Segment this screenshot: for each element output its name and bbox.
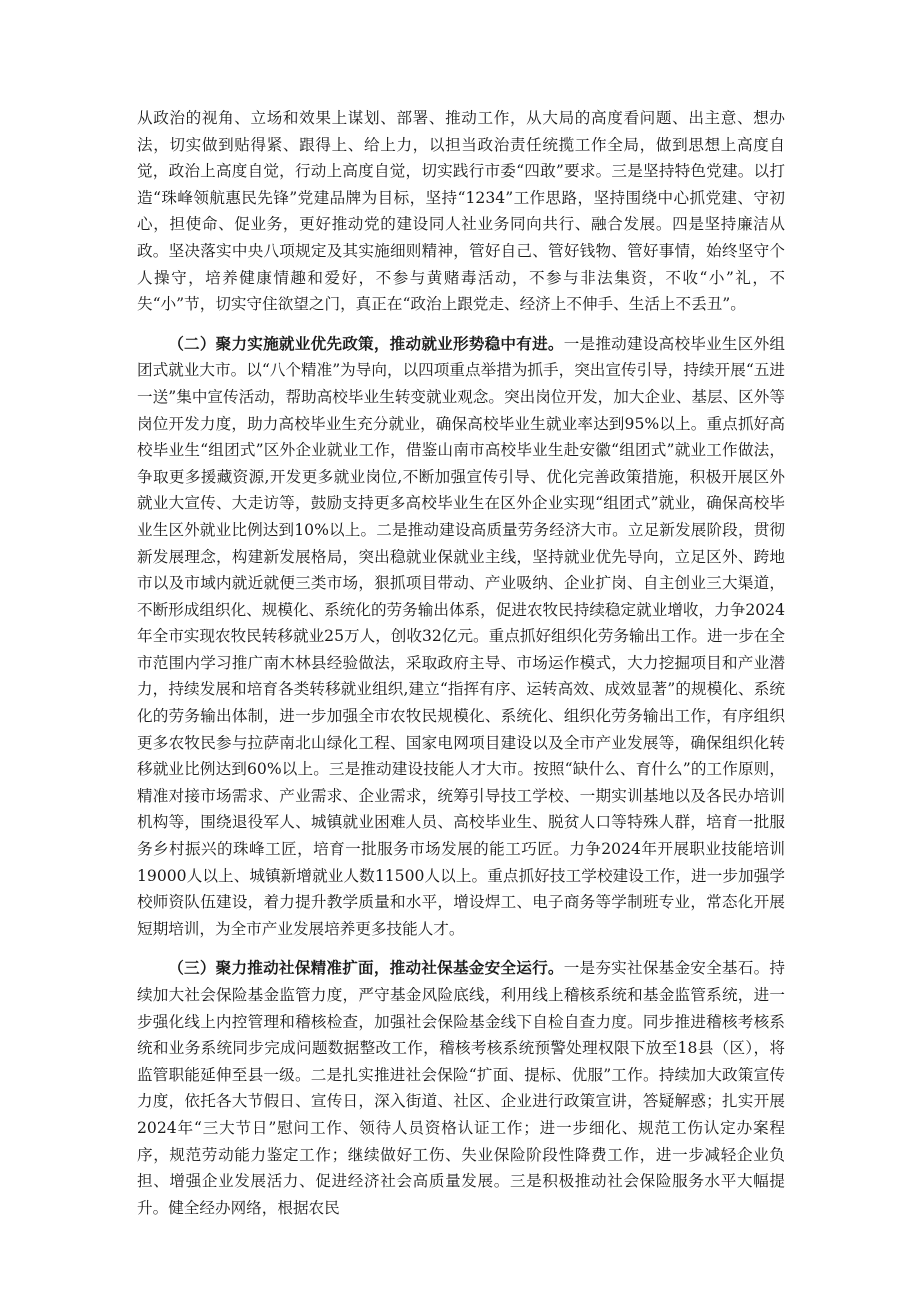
paragraph-social-security bbox=[137, 955, 785, 1221]
paragraph-party-building bbox=[137, 105, 785, 318]
paragraph-employment bbox=[137, 331, 785, 943]
paragraph-body: 从政治的视角、立场和效果上谋划、部署、推动工作，从大局的高度看问题、出主意、想办法，切实做到贴得紧、跟得上、给上力，以担当政治责任统揽工作全局，做到思想上高度自觉，政治上高度自觉，行动上高度自觉，切实践行市委“四敢”要求。三是坚持特色党建。以打造“珠峰领航惠民先锋”党建品牌为目标，坚持“1234”工作思路，坚持围绕中心抓党建、守初心，担使命、促业务，更好推动党的建设同人社业务同向共行、融合发展。四是坚持廉洁从政。坚决落实中央八项规定及其实施细则精神，管好自己、管好钱物、管好事情，始终坚守个人操守，培养健康情趣和爱好，不参与黄赌毒活动，不参与非法集资，不收“小”礼，不失“小”节，切实守住欲望之门，真正在“政治上跟党走、经济上不伸手、生活上不丢丑”。 bbox=[137, 109, 785, 314]
paragraph-body: 一是夯实社保基金安全基石。持续加大社会保险基金监管力度，严守基金风险底线，利用线上稽核系统和基金监管系统，进一步强化线上内控管理和稽核检查，加强社会保险基金线下自检自查力度。同步推进稽核考核系统和业务系统同步完成问题数据整改工作，稽核考核系统预警处理权限下放至18县（区），将监管职能延伸至县一级。二是扎实推进社会保险“扩面、提标、优服”工作。持续加大政策宣传力度，依托各大节假日、宣传日，深入街道、社区、企业进行政策宣讲，答疑解惑；扎实开展2024年“三大节日”慰问工作、领待人员资格认证工作；进一步细化、规范工伤认定办案程序，规范劳动能力鉴定工作；继续做好工伤、失业保险阶段性降费工作，进一步减轻企业负担、增强企业发展活力、促进经济社会高质量发展。三是积极推动社会保险服务水平大幅提升。健全经办网络，根据农民 bbox=[137, 959, 785, 1217]
section-heading-social-security: （三）聚力推动社保精准扩面，推动社保基金安全运行。 bbox=[168, 958, 564, 978]
section-heading-employment: （二）聚力实施就业优先政策，推动就业形势稳中有进。 bbox=[168, 333, 564, 353]
paragraph-body: 一是推动建设高校毕业生区外组团式就业大市。以“八个精准”为导向，以四项重点举措为抓手，突出宣传引导，持续开展“五进一送”集中宣传活动，帮助高校毕业生转变就业观念。突出岗位开发，加大企业、基层、区外等岗位开发力度，助力高校毕业生充分就业，确保高校毕业生就业率达到95%以上。重点抓好高校毕业生“组团式”区外企业就业工作，借鉴山南市高校毕业生赴安徽“组团式”就业工作做法，争取更多援藏资源,开发更多就业岗位,不断加强宣传引导、优化完善政策措施，积极开展区外就业大宣传、大走访等，鼓励支持更多高校毕业生在区外企业实现“组团式”就业，确保高校毕业生区外就业比例达到10%以上。二是推动建设高质量劳务经济大市。立足新发展阶段，贯彻新发展理念，构建新发展格局，突出稳就业保就业主线，坚持就业优先导向，立足区外、跨地市以及市域内就近就便三类市场，狠抓项目带动、产业吸纳、企业扩岗、自主创业三大渠道，不断形成组织化、规模化、系统化的劳务输出体系，促进农牧民持续稳定就业增收，力争2024年全市实现农牧民转移就业25万人，创收32亿元。重点抓好组织化劳务输出工作。进一步在全市范围内学习推广南木林县经验做法，采取政府主导、市场运作模式，大力挖掘项目和产业潜力，持续发展和培育各类转移就业组织,建立“指挥有序、运转高效、成效显著”的规模化、系统化的劳务输出体制，进一步加强全市农牧民规模化、系统化、组织化劳务输出工作，有序组织更多农牧民参与拉萨南北山绿化工程、国家电网项目建设以及全市产业发展等，确保组织化转移就业比例达到60%以上。三是推动建设技能人才大市。按照“缺什么、育什么”的工作原则，精准对接市场需求、产业需求、企业需求，统筹引导技工学校、一期实训基地以及各民办培训机构等，围绕退役军人、城镇就业困难人员、高校毕业生、脱贫人口等特殊人群，培育一批服务乡村振兴的珠峰工匠，培育一批服务市场发展的能工巧匠。力争2024年开展职业技能培训19000人以上、城镇新增就业人数11500人以上。重点抓好技工学校建设工作，进一步加强学校师资队伍建设，着力提升教学质量和水平，增设焊工、电子商务等学制班专业，常态化开展短期培训，为全市产业发展培养更多技能人才。 bbox=[137, 334, 785, 938]
document-page bbox=[137, 105, 785, 1221]
